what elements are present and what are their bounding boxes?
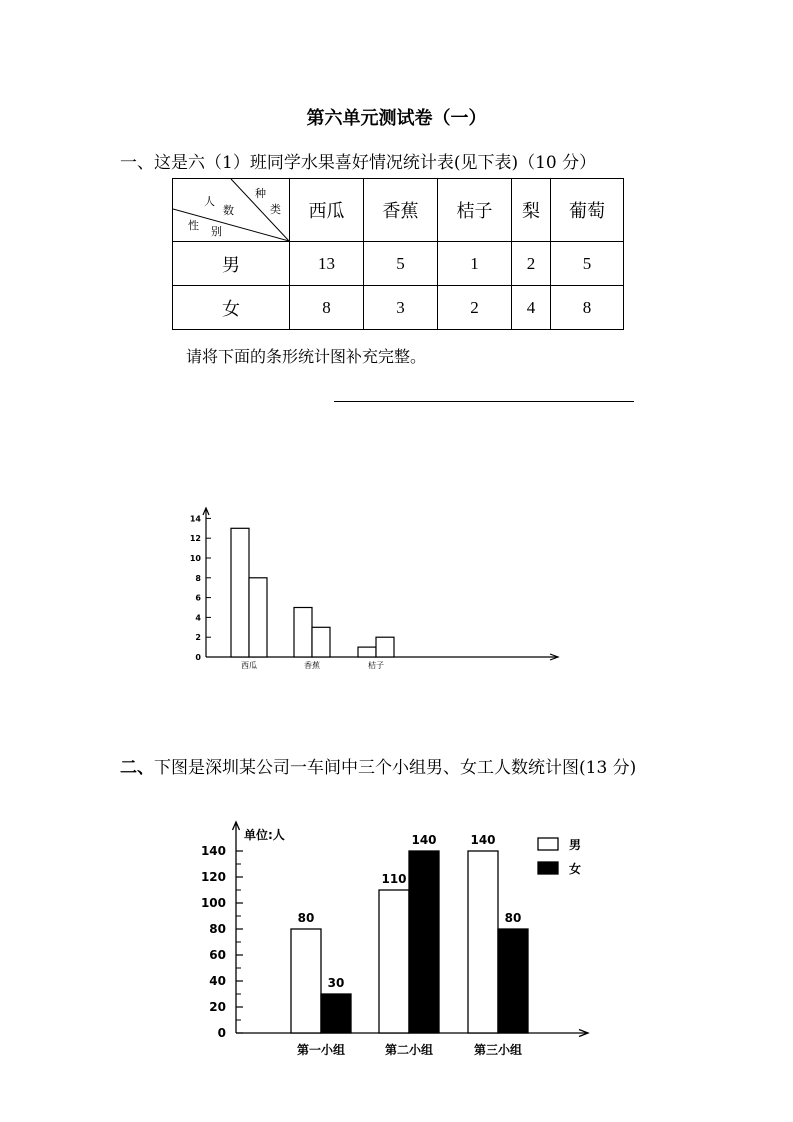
y-tick-label: 10 bbox=[189, 554, 201, 563]
fruit-header: 西瓜 bbox=[290, 179, 364, 242]
y-tick-label: 12 bbox=[189, 534, 201, 544]
y-tick-label: 140 bbox=[200, 844, 226, 858]
legend-label: 男 bbox=[569, 838, 582, 852]
legend-label: 女 bbox=[569, 862, 582, 876]
y-tick-label: 60 bbox=[209, 948, 226, 962]
y-tick-label: 0 bbox=[217, 1026, 226, 1040]
bar bbox=[409, 851, 439, 1033]
corner-label: 种 bbox=[255, 187, 266, 200]
row-label: 男 bbox=[173, 242, 290, 286]
table-cell: 2 bbox=[512, 242, 551, 286]
table-cell: 4 bbox=[512, 286, 551, 330]
bar bbox=[321, 994, 351, 1033]
table-cell: 5 bbox=[551, 242, 624, 286]
y-tick-label: 6 bbox=[195, 593, 201, 603]
legend-swatch bbox=[538, 838, 558, 850]
y-tick-label: 40 bbox=[209, 974, 226, 988]
y-tick-label: 4 bbox=[195, 613, 201, 623]
question-2-number: 二、 bbox=[120, 758, 154, 778]
table-cell: 8 bbox=[290, 286, 364, 330]
bar-data-label: 140 bbox=[411, 833, 437, 847]
corner-label: 性 bbox=[188, 219, 199, 232]
table-cell: 13 bbox=[290, 242, 364, 286]
question-1-number: 一、 bbox=[120, 153, 154, 173]
table-cell: 2 bbox=[438, 286, 512, 330]
x-tick-label: 第二小组 bbox=[384, 1043, 434, 1057]
table-cell: 8 bbox=[551, 286, 624, 330]
legend-swatch bbox=[538, 862, 558, 874]
bar-data-label: 110 bbox=[381, 872, 407, 886]
y-tick-label: 0 bbox=[195, 653, 201, 662]
fruit-header: 梨 bbox=[512, 179, 551, 242]
y-tick-label: 100 bbox=[200, 896, 226, 910]
y-tick-label: 2 bbox=[195, 633, 201, 643]
bar bbox=[291, 929, 321, 1033]
question-1-text: 这是六（1）班同学水果喜好情况统计表(见下表)（10 分） bbox=[154, 153, 597, 173]
y-tick-label: 80 bbox=[209, 922, 226, 936]
bar-data-label: 140 bbox=[470, 833, 496, 847]
table-cell: 3 bbox=[364, 286, 438, 330]
y-tick-label: 120 bbox=[200, 870, 226, 884]
table-cell: 1 bbox=[438, 242, 512, 286]
corner-label: 数 bbox=[223, 204, 234, 217]
row-label: 女 bbox=[173, 286, 290, 330]
x-tick-label: 第一小组 bbox=[296, 1043, 346, 1057]
y-axis-unit-label: 单位:人 bbox=[244, 828, 285, 842]
question-2-text: 下图是深圳某公司一车间中三个小组男、女工人数统计图(13 分) bbox=[154, 758, 637, 778]
fruit-header: 葡萄 bbox=[551, 179, 624, 242]
x-tick-label: 香蕉 bbox=[304, 661, 320, 670]
corner-label: 类 bbox=[270, 203, 281, 216]
x-tick-label: 桔子 bbox=[368, 661, 384, 670]
fruit-header: 香蕉 bbox=[364, 179, 438, 242]
bar-data-label: 80 bbox=[297, 911, 315, 925]
bar bbox=[379, 890, 409, 1033]
y-tick-label: 14 bbox=[189, 514, 201, 524]
corner-label: 人 bbox=[204, 195, 215, 208]
bar-data-label: 30 bbox=[327, 976, 345, 990]
bar-data-label: 80 bbox=[504, 911, 522, 925]
bar bbox=[498, 929, 528, 1033]
x-tick-label: 西瓜 bbox=[241, 661, 257, 670]
y-tick-label: 20 bbox=[209, 1000, 226, 1014]
page-title: 第六单元测试卷（一） bbox=[306, 108, 487, 129]
table-cell: 5 bbox=[364, 242, 438, 286]
corner-label: 别 bbox=[211, 225, 222, 238]
bar bbox=[468, 851, 498, 1033]
x-tick-label: 第三小组 bbox=[473, 1043, 523, 1057]
instruction-text: 请将下面的条形统计图补充完整。 bbox=[186, 347, 427, 366]
fruit-header: 桔子 bbox=[438, 179, 512, 242]
y-tick-label: 8 bbox=[195, 573, 201, 583]
